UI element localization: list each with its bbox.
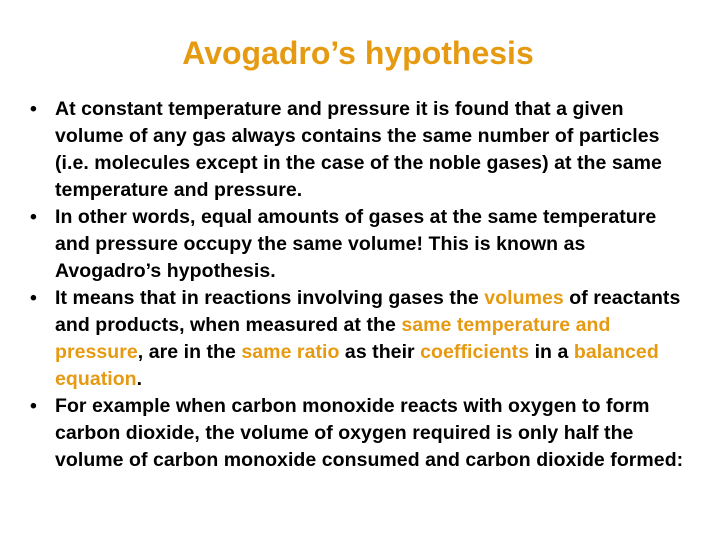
bullet-list — [30, 96, 696, 474]
bullet-item — [30, 285, 696, 393]
text-segment: of reactants and products, when measured at the — [55, 287, 681, 336]
bullet-dot-icon: • — [30, 98, 37, 120]
bullet-dot-icon: • — [30, 206, 37, 228]
bullet-item — [30, 204, 696, 285]
bullet-text: For example when carbon monoxide reacts with oxygen to form carbon dioxide, the volume of oxygen required is only half the volume of carbon monoxide consumed and carbon dioxide formed: — [55, 395, 684, 471]
bullet-dot-icon: • — [30, 287, 37, 309]
bullet-text: At constant temperature and pressure it is found that a given volume of any gas always contains the same number of particles (i.e. molecules except in the case of the noble gases) at the same temperature and pressure. — [55, 98, 662, 201]
text-segment: as their — [339, 341, 421, 363]
bullet-text — [55, 287, 680, 390]
text-segment: . — [136, 368, 143, 390]
highlight-coefficients: coefficients — [420, 341, 530, 363]
highlight-volumes: volumes — [484, 287, 564, 309]
bullet-item — [30, 96, 696, 204]
bullet-dot-icon: • — [30, 395, 37, 417]
highlight-same-ratio: same ratio — [241, 341, 340, 363]
slide-title: Avogadro’s hypothesis — [182, 35, 534, 71]
highlight-balanced-equation: balanced equation — [55, 341, 659, 390]
text-segment: It means that in reactions involving gases the — [55, 287, 485, 309]
bullet-item — [30, 393, 696, 474]
highlight-same-temperature-pressure: same temperature and pressure — [55, 314, 611, 363]
text-segment: in a — [529, 341, 574, 363]
bullet-text: In other words, equal amounts of gases at the same temperature and pressure occupy the same volume! This is known as Avogadro’s hypothesis. — [55, 206, 657, 282]
text-segment: , are in the — [137, 341, 242, 363]
